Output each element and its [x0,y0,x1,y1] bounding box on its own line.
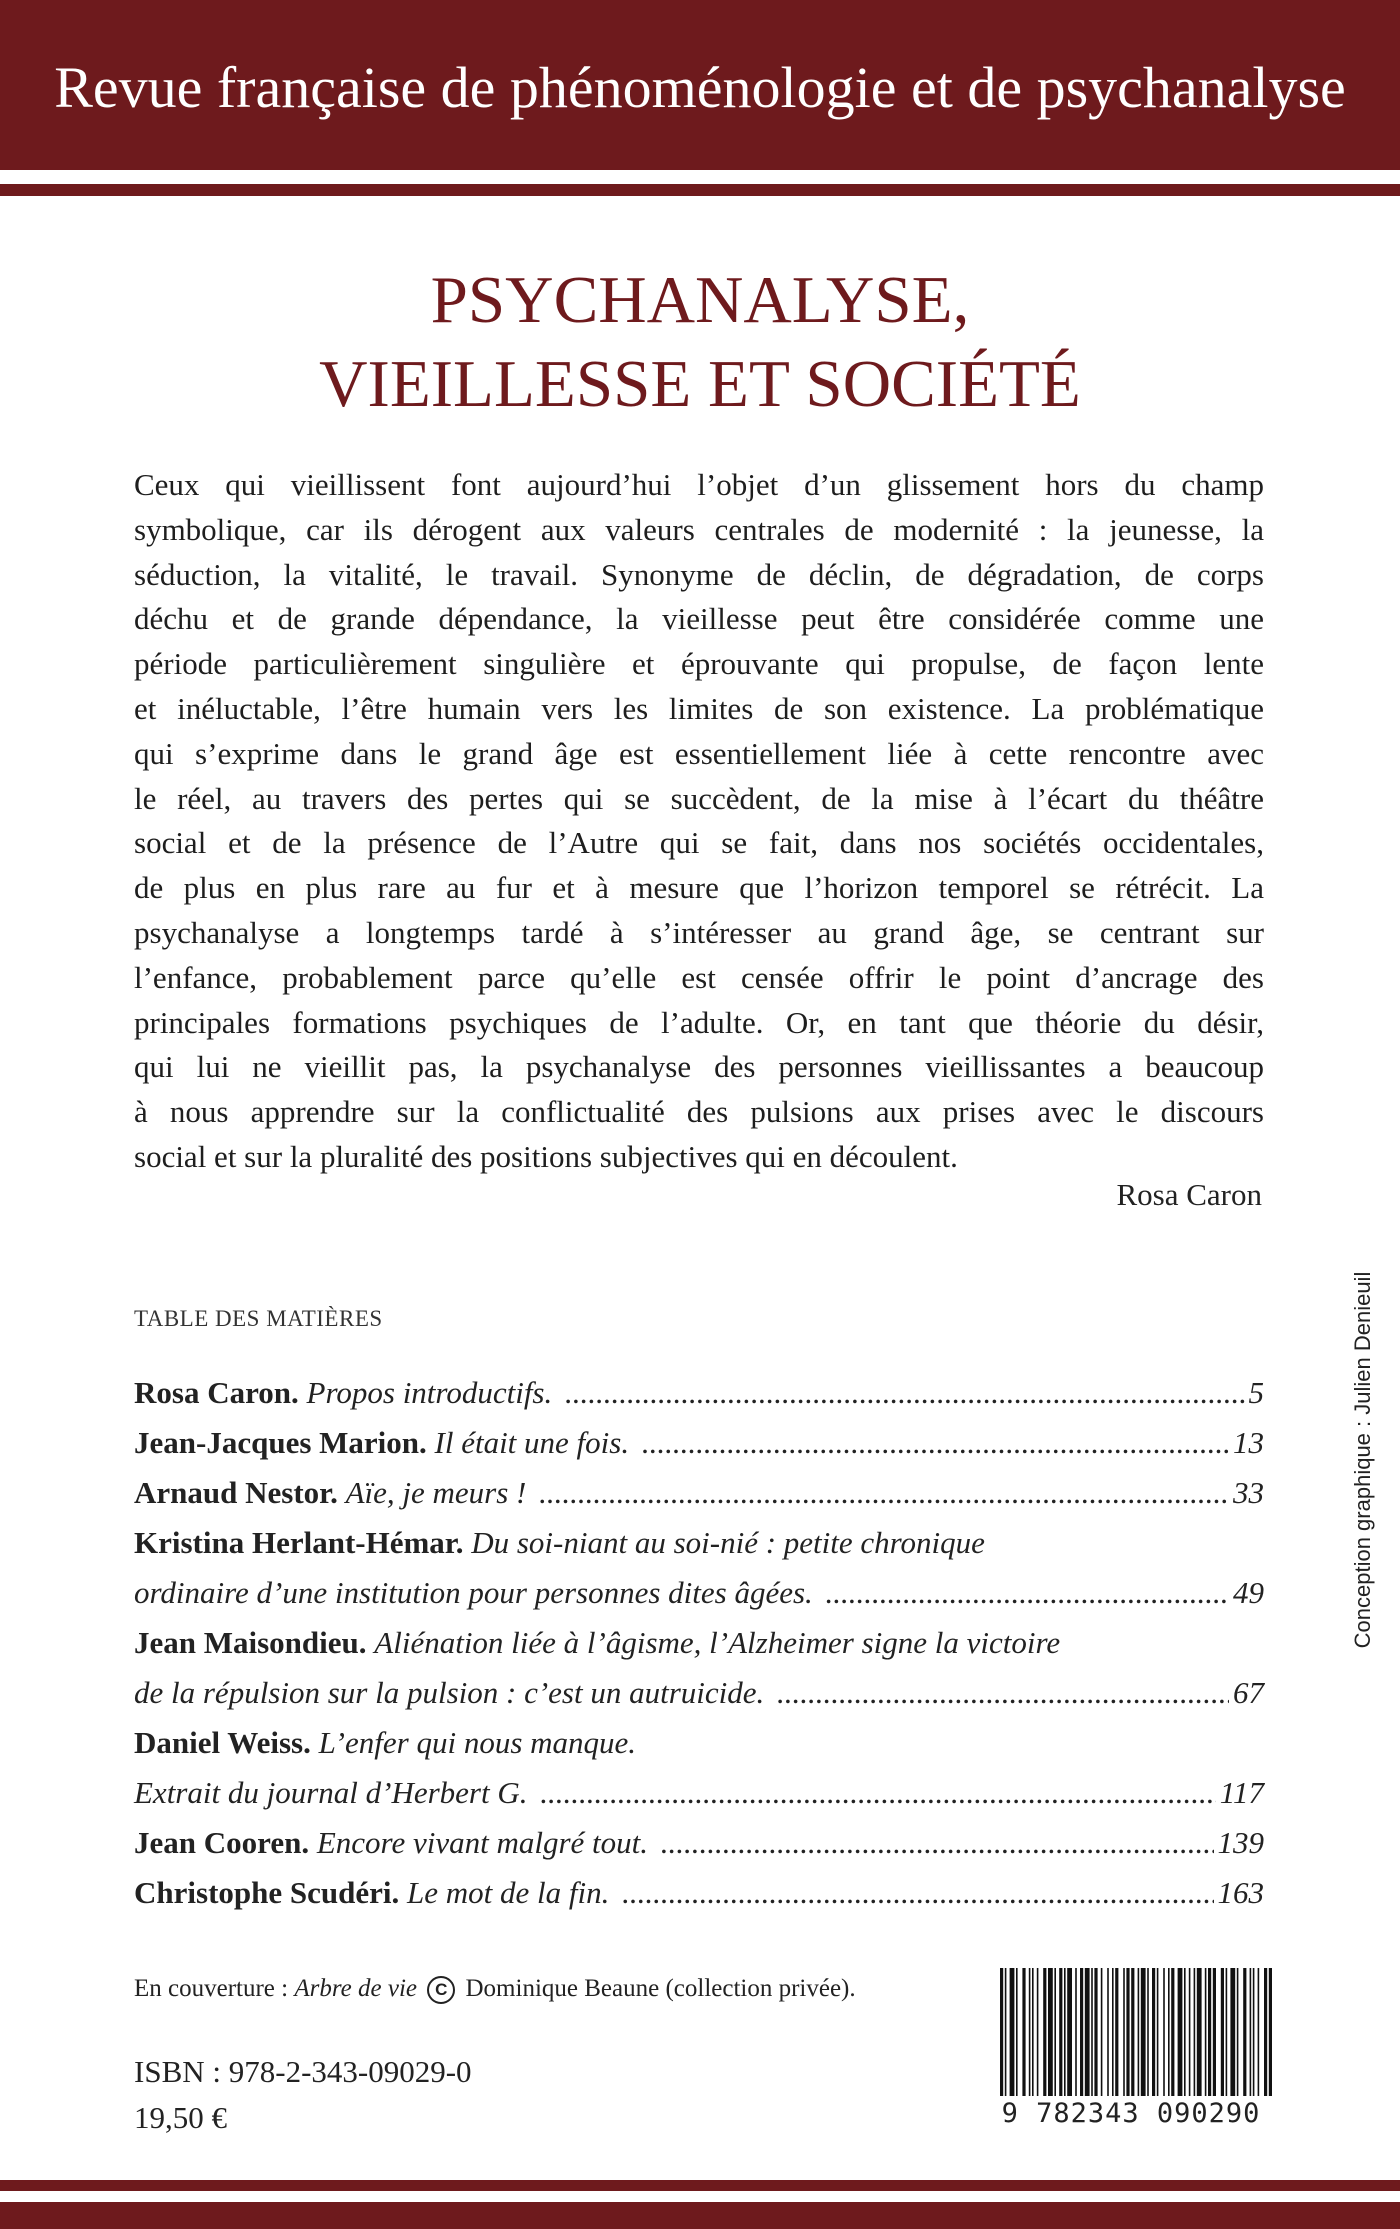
barcode-bar [1085,1968,1090,2096]
barcode-bar [1147,1968,1149,2096]
toc-heading: TABLE DES MATIÈRES [134,1306,383,1331]
toc-entry [134,1868,1264,1918]
barcode-bar [1080,1968,1083,2096]
header-rule [0,184,1400,196]
barcode-bar [1126,1968,1129,2096]
toc-author: Jean Cooren. [134,1825,310,1860]
barcode-bar [1189,1968,1191,2096]
footer-band [0,2202,1400,2229]
summary-line: séduction, la vitalité, le travail. Synonyme de déclin, de dégradation, de corps [134,556,1264,592]
toc-entry [134,1718,1264,1768]
summary-line: de plus en plus rare au fur et à mesure que l’horizon temporel se rétrécit. La [134,870,1264,906]
summary-line: l’enfance, probablement parce qu’elle est censée offrir le point d’ancrage des [134,959,1264,995]
barcode-bar [1107,1968,1109,2096]
toc-page: 49 [1233,1575,1264,1610]
toc-title: L’enfer qui nous manque. [318,1725,637,1760]
toc-page: 163 [1217,1875,1264,1910]
cover-note [134,1972,856,2006]
toc-author: Jean-Jacques Marion. [134,1425,427,1460]
toc-title-continued: Extrait du journal d’Herbert G. [134,1775,528,1810]
toc-entry [134,1818,1264,1868]
barcode-bar [1000,1968,1003,2096]
toc-leader [641,1418,1229,1468]
barcode-bar [1029,1968,1031,2096]
barcode-bar [1022,1968,1025,2096]
barcode-bar [1005,1968,1007,2096]
toc-leader [540,1768,1216,1818]
summary-line: qui s’exprime dans le grand âge est essentiellement liée à cette rencontre avec [134,735,1264,771]
barcode-bar [1208,1968,1211,2096]
toc-leader [621,1868,1213,1918]
toc-title: Aliénation liée à l’âgisme, l’Alzheimer signe la victoire [374,1625,1061,1660]
barcode-bar [1152,1968,1155,2096]
barcode-bar [1059,1968,1062,2096]
barcode-bar [1101,1968,1103,2096]
barcode-bar [1048,1968,1053,2096]
summary-line: psychanalyse a longtemps tardé à s’intéresser au grand âge, se centrant sur [134,914,1264,950]
toc-author: Arnaud Nestor. [134,1475,338,1510]
toc-leader [538,1468,1229,1518]
toc-title: Aïe, je meurs ! [345,1475,527,1510]
summary-line: social et sur la pluralité des positions subjectives qui en découlent. [134,1138,958,1174]
barcode-bar [1163,1968,1165,2096]
barcode-bar [1016,1968,1018,2096]
barcode-bar [1131,1968,1134,2096]
toc-title-continued: ordinaire d’une institution pour personnes dites âgées. [134,1575,813,1610]
barcode-bar [1194,1968,1196,2096]
barcode-bar [1037,1968,1039,2096]
summary-line: Ceux qui vieillissent font aujourd’hui l’objet d’un glissement hors du champ [134,467,1264,502]
barcode-bar [1213,1968,1216,2096]
summary-line: symbolique, car ils dérogent aux valeurs centrales de modernité : la jeunesse, la [134,511,1264,547]
toc-entry [134,1518,1264,1568]
toc-title: Il était une fois. [434,1425,630,1460]
barcode-bar [1067,1968,1072,2096]
summary-line: et inéluctable, l’être humain vers les limites de son existence. La problématique [134,690,1264,726]
barcode-bar [1141,1968,1146,2096]
barcode-bar [1197,1968,1202,2096]
toc-title: Du soi-niant au soi-nié : petite chronique [471,1525,985,1560]
table-of-contents [134,1368,1264,1918]
summary-line: déchu et de grande dépendance, la vieillesse peut être considérée comme une [134,601,1264,637]
toc-leader [564,1368,1244,1418]
footer-rule [0,2180,1400,2191]
barcode-bar [1054,1968,1056,2096]
toc-page: 13 [1233,1425,1264,1460]
barcode-digits: 9 782343 090290 [1001,2098,1261,2129]
barcode-bar [1243,1968,1246,2096]
toc-title: Le mot de la fin. [407,1875,610,1910]
barcode-bar [1032,1968,1034,2096]
toc-author: Kristina Herlant-Hémar. [134,1525,464,1560]
book-title-line-1: PSYCHANALYSE, [430,263,970,337]
copyright-icon: C [427,1976,455,2004]
toc-entry-continued [134,1668,1264,1718]
toc-entry-continued [134,1568,1264,1618]
barcode-bar [1205,1968,1207,2096]
summary-line: le réel, au travers des pertes qui se succèdent, de la mise à l’écart du théâtre [134,780,1264,816]
barcode-bar [1171,1968,1174,2096]
cover-artwork-title: Arbre de vie [294,1975,417,2002]
barcode-bar [1138,1968,1140,2096]
toc-entry [134,1418,1264,1468]
isbn: ISBN : 978-2-343-09029-0 [134,2054,472,2089]
barcode-bar [1112,1968,1114,2096]
toc-page: 139 [1217,1825,1264,1860]
design-credit: Conception graphique : Julien Denieuil [1350,1271,1375,1649]
summary-signature: Rosa Caron [1116,1177,1262,1212]
toc-leader [825,1568,1229,1618]
toc-entry-continued [134,1768,1264,1818]
toc-page: 33 [1233,1475,1264,1510]
summary-line: social et de la présence de l’Autre qui se fait, dans nos sociétés occidentales, [134,825,1264,861]
barcode-bar [1237,1968,1239,2096]
barcode-bar [1123,1968,1125,2096]
barcode-bar [1184,1968,1186,2096]
toc-leader [776,1668,1229,1718]
toc-title: Propos introductifs. [306,1375,553,1410]
summary-text [134,463,1264,1180]
summary-line: période particulièrement singulière et éprouvante qui propulse, de façon lente [134,646,1264,682]
barcode-bar [1094,1968,1097,2096]
barcode-bar [1250,1968,1252,2096]
barcode-bar [1157,1968,1159,2096]
book-title-line-2: VIEILLESSE ET SOCIÉTÉ [319,347,1081,421]
cover-note-prefix: En couverture : [134,1975,289,2002]
barcode-bar [1091,1968,1093,2096]
toc-entry [134,1368,1264,1418]
journal-title: Revue française de phénoménologie et de psychanalyse [54,55,1346,120]
barcode-bar [1168,1968,1170,2096]
barcode-bar [1075,1968,1077,2096]
price: 19,50 € [134,2100,227,2135]
toc-author: Jean Maisondieu. [134,1625,367,1660]
toc-page: 67 [1233,1675,1264,1710]
barcode-bar [1230,1968,1235,2096]
barcode-bar [1043,1968,1046,2096]
toc-page: 5 [1248,1375,1264,1410]
barcode-bar [1010,1968,1015,2096]
barcode-bar [1221,1968,1224,2096]
toc-entry [134,1468,1264,1518]
barcode-bar [1226,1968,1228,2096]
toc-author: Christophe Scudéri. [134,1875,400,1910]
toc-author: Rosa Caron. [134,1375,299,1410]
summary-line: principales formations psychiques de l’adulte. Or, en tant que théorie du désir, [134,1004,1264,1040]
barcode-bar [1115,1968,1118,2096]
toc-author: Daniel Weiss. [134,1725,311,1760]
toc-title-continued: de la répulsion sur la pulsion : c’est un autruicide. [134,1675,765,1710]
barcode [1000,1968,1272,2096]
barcode-bar [1064,1968,1066,2096]
book-title [0,258,1400,426]
toc-page: 117 [1219,1775,1264,1810]
cover-note-suffix: Dominique Beaune (collection privée). [465,1975,856,2002]
barcode-bar [1269,1968,1272,2096]
barcode-bar [1253,1968,1255,2096]
barcode-bar [1178,1968,1183,2096]
summary-line: à nous apprendre sur la conflictualité des pulsions aux prises avec le discours [134,1094,1264,1130]
barcode-bar [1258,1968,1260,2096]
barcode-bar [1264,1968,1267,2096]
summary-line: qui lui ne vieillit pas, la psychanalyse des personnes vieillissantes a beaucoup [134,1049,1264,1085]
toc-entry [134,1618,1264,1668]
toc-title: Encore vivant malgré tout. [316,1825,649,1860]
toc-leader [660,1818,1213,1868]
